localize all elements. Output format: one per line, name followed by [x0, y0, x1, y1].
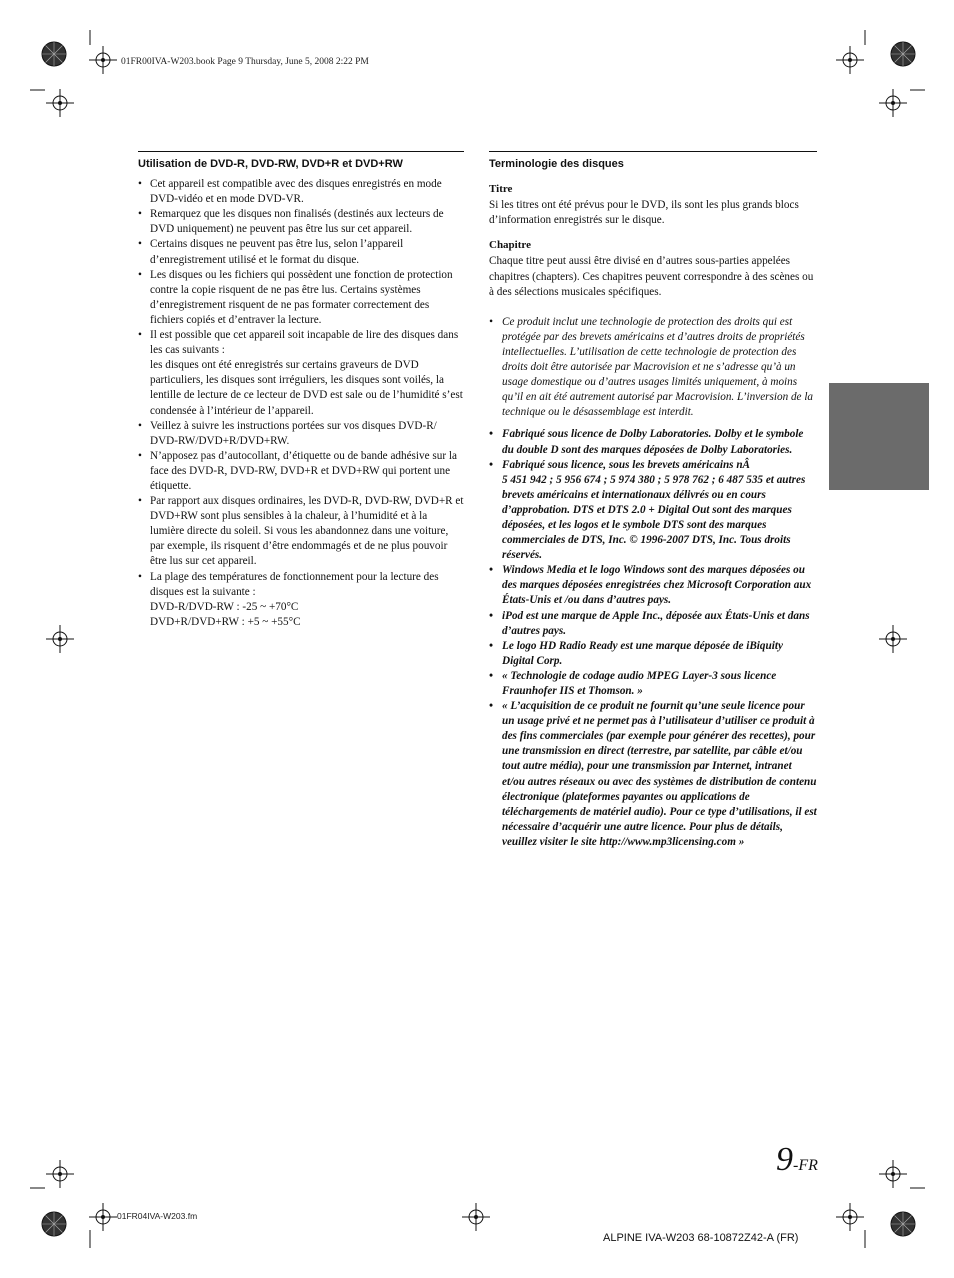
list-item: • N’apposez pas d’autocollant, d’étiquette ou de bande adhésive sur la face des DVD-R, DVD-RW, DVD+R et DVD+RW qui portent une étiquette.	[138, 449, 464, 494]
corner-sun-top-left	[42, 42, 66, 66]
page-number	[776, 1141, 818, 1179]
macrovision-note: • Ce produit inclut une technologie de protection des droits qui est protégée par des brevets américains et d’autres droits de propriétés intellectuelles. L’utilisation de cette technologie de protection des droits doit être autorisée par Macrovision et ne s’adresse qu’à un usage domestique ou d’autres usages limités uniquement, à moins qu’il en ait été autrement autorisé par Macrovision. L’inversion de la technique ou le désassemblage est interdit.	[489, 315, 817, 421]
titre-heading: Titre	[489, 183, 513, 196]
dvd-bullet-list	[138, 177, 464, 630]
list-item: • iPod est une marque de Apple Inc., déposée aux États-Unis et dans d’autres pays.	[489, 609, 817, 639]
print-header: 01FR00IVA-W203.book Page 9 Thursday, June 5, 2008 2:22 PM	[121, 57, 369, 67]
list-item: • Par rapport aux disques ordinaires, les DVD-R, DVD-RW, DVD+R et DVD+RW sont plus sensibles à la chaleur, à l’humidité et à la lumière directe du soleil. Si vous les abandonnez dans une voiture, par exemple, ils risquent d’être endommagés et de ne plus pouvoir être lus sur cet appareil.	[138, 494, 464, 569]
chapitre-heading: Chapitre	[489, 239, 531, 252]
list-item: • Cet appareil est compatible avec des disques enregistrés en mode DVD-vidéo et en mode DVD-VR.	[138, 177, 464, 207]
footer-file-name: 01FR04IVA-W203.fm	[117, 1211, 198, 1221]
list-item: • Veillez à suivre les instructions portées sur vos disques DVD-R/ DVD-RW/DVD+R/DVD+RW.	[138, 419, 464, 449]
corner-sun-bottom-right	[891, 1212, 915, 1236]
list-item: • Les disques ou les fichiers qui possèdent une fonction de protection contre la copie risquent de ne pas être lus. Certains systèmes d’enregistrement risquent de ne pas formater correctement des fichiers copiés et d’entraver la lecture.	[138, 268, 464, 328]
right-column	[489, 151, 817, 850]
left-column	[138, 151, 464, 630]
list-item: • Fabriqué sous licence de Dolby Laboratories. Dolby et le symbole du double D sont des marques déposées de Dolby Laboratories.	[489, 427, 817, 457]
corner-sun-top-right	[891, 42, 915, 66]
list-item: • « Technologie de codage audio MPEG Layer-3 sous licence Fraunhofer IIS et Thomson. »	[489, 669, 817, 699]
list-item: • Certains disques ne peuvent pas être lus, selon l’appareil d’enregistrement utilisé et le format du disque.	[138, 237, 464, 267]
page-number-suffix: -FR	[793, 1157, 818, 1174]
footer-model-code: ALPINE IVA-W203 68-10872Z42-A (FR)	[603, 1232, 799, 1244]
list-item: • Windows Media et le logo Windows sont des marques déposées ou des marques déposées enregistrées chez Microsoft Corporation aux États-Unis et /ou dans d’autres pays.	[489, 563, 817, 608]
list-item: • Fabriqué sous licence, sous les brevets américains nÂ 5 451 942 ; 5 956 674 ; 5 974 380 ; 5 978 762 ; 6 487 535 et autres brevets américains et internationaux délivrés ou en cours d’approbation. DTS et DTS 2.0 + Digital Out sont des marques déposées, et les logos et le symbole DTS sont des marques commerciales de DTS, Inc. © 1996-2007 DTS, Inc. Tous droits réservés.	[489, 458, 817, 564]
list-item: • « L’acquisition de ce produit ne fournit qu’une seule licence pour un usage privé et ne permet pas à l’utilisateur d’utiliser ce produit à des fins commerciales (par exemple pour générer des recettes), pour une transmission en direct (terrestre, par satellite, par câble et/ou tout autre média), pour une transmission par Internet, intranet et/ou autres réseaux ou avec des systèmes de distribution de contenu électronique (plateformes payantes ou applications de téléchargements de matériel audio). Pour ce type d’utilisations, il est nécessaire d’acquérir une autre licence. Pour plus de détails, veuillez visiter le site http://www.mp3licensing.com »	[489, 699, 817, 850]
section-side-tab	[829, 383, 929, 490]
list-item: • Il est possible que cet appareil soit incapable de lire des disques dans les cas suivants : les disques ont été enregistrés sur certains graveurs de DVD particuliers, les disques sont irréguliers, les disques sont voilés, la lentille de lecture de ce lecteur de DVD est sale ou de l’humidité s’est condensée à l’intérieur de l’appareil.	[138, 328, 464, 419]
terminology-section-title: Terminologie des disques	[489, 151, 817, 172]
chapitre-text: Chaque titre peut aussi être divisé en d’autres sous-parties appelées chapitres (chapters). Ces chapitres peuvent correspondre à des scènes ou à des sélections musicales spécifiques.	[489, 255, 814, 298]
macrovision-note-list	[489, 315, 817, 421]
trademark-list	[489, 427, 817, 850]
titre-text: Si les titres ont été prévus pour le DVD, ils sont les plus grands blocs d’information enregistrés sur le disque.	[489, 199, 799, 227]
list-item: • La plage des températures de fonctionnement pour la lecture des disques est la suivante : DVD-R/DVD-RW : -25 ~ +70°C DVD+R/DVD+RW : +5 ~ +55°C	[138, 570, 464, 630]
list-item: • Le logo HD Radio Ready est une marque déposée de iBiquity Digital Corp.	[489, 639, 817, 669]
page-number-value: 9	[776, 1141, 793, 1178]
dvd-section-title: Utilisation de DVD-R, DVD-RW, DVD+R et DVD+RW	[138, 151, 464, 172]
corner-sun-bottom-left	[42, 1212, 66, 1236]
list-item: • Remarquez que les disques non finalisés (destinés aux lecteurs de DVD uniquement) ne peuvent pas être lus sur cet appareil.	[138, 207, 464, 237]
